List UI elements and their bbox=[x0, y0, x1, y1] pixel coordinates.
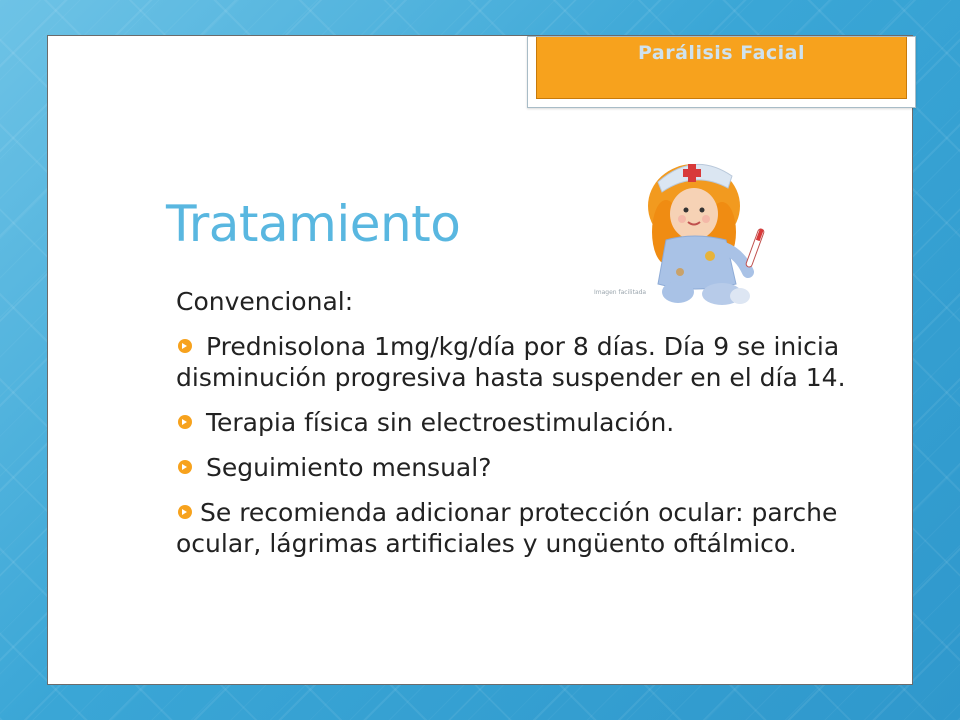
list-item bbox=[176, 452, 876, 483]
intro-text: Convencional: bbox=[176, 287, 354, 316]
arrow-right-circle-icon bbox=[176, 337, 198, 355]
arrow-right-circle-icon bbox=[176, 503, 198, 521]
list-item bbox=[176, 497, 876, 559]
arrow-right-circle-icon bbox=[176, 458, 198, 476]
section-badge bbox=[527, 36, 916, 108]
list-item-text: Terapia física sin electroestimulación. bbox=[206, 408, 675, 437]
list-item-text: Prednisolona 1mg/kg/día por 8 días. Día 9 se inicia disminución progresiva hasta suspender en el día 14. bbox=[176, 332, 846, 392]
slide bbox=[47, 35, 913, 685]
section-badge-fill bbox=[536, 37, 907, 99]
section-badge-label: Parálisis Facial bbox=[638, 42, 805, 64]
slide-body bbox=[176, 286, 876, 573]
list-item-text: Seguimiento mensual? bbox=[206, 453, 492, 482]
slide-title: Tratamiento bbox=[166, 195, 461, 253]
image-caption: Imagen facilitada bbox=[594, 289, 647, 296]
list-item bbox=[176, 407, 876, 438]
list-item-text: Se recomienda adicionar protección ocular: parche ocular, lágrimas artificiales y ungüento oftálmico. bbox=[176, 498, 838, 558]
nurse-doll-image bbox=[594, 144, 776, 309]
list-item bbox=[176, 331, 876, 393]
arrow-right-circle-icon bbox=[176, 413, 198, 431]
